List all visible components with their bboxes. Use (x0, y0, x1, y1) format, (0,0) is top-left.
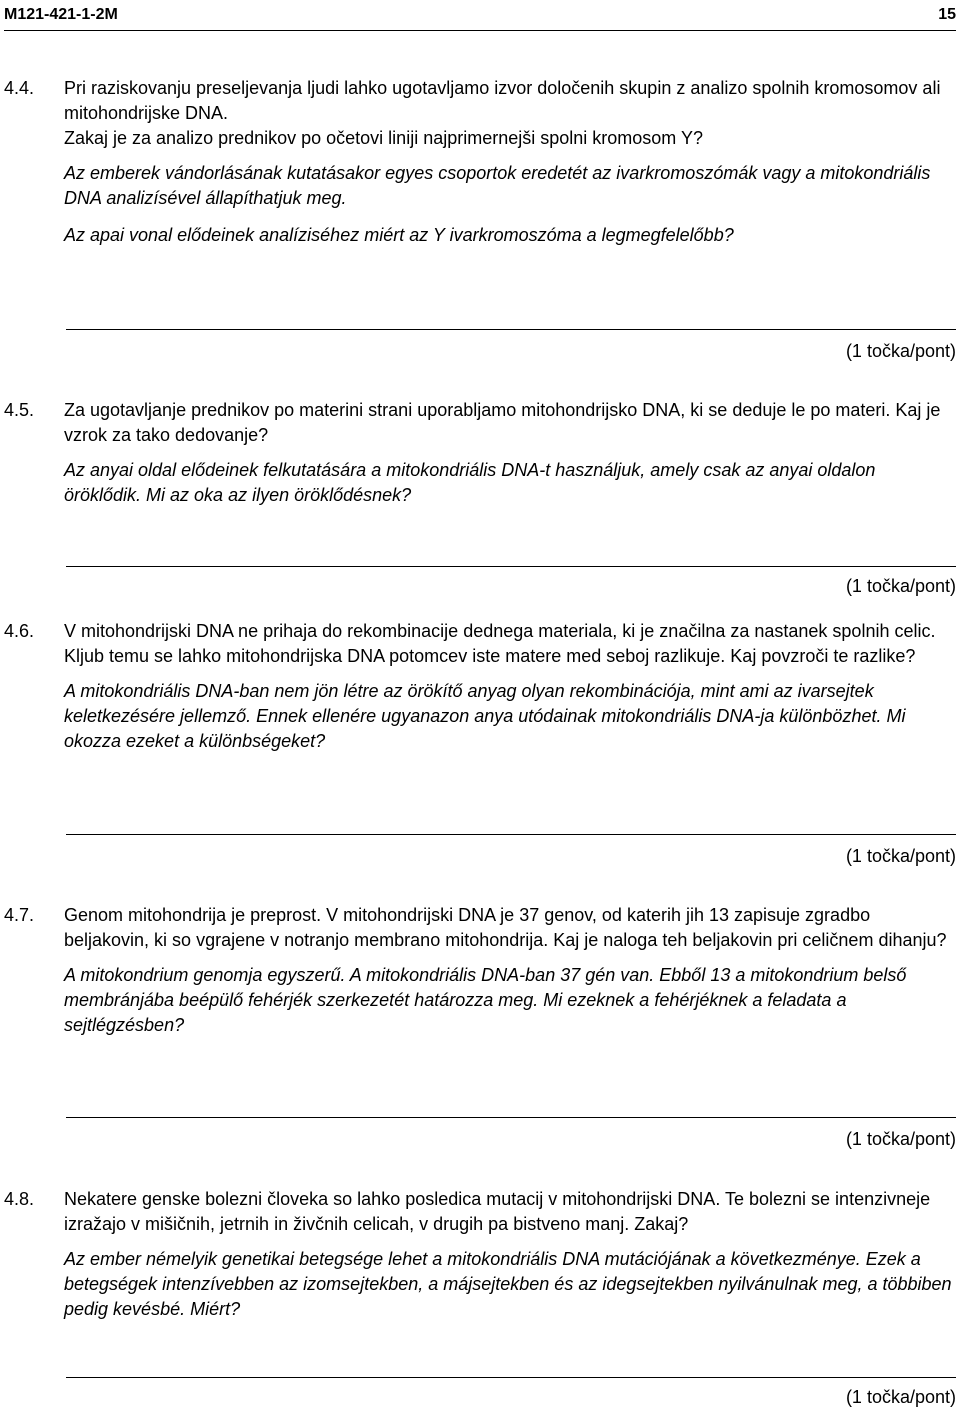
question-text-sl: Za ugotavljanje prednikov po materini strani uporabljamo mitohondrijsko DNA, ki se deduje le po materi. Kaj je vzrok za tako dedovanje? (64, 400, 941, 445)
question-text-hu: A mitokondrium genomja egyszerű. A mitokondriális DNA-ban 37 gén van. Ebből 13 a mitokondrium belső membránjába beépülő fehérjék szerkezetét határozza meg. Mi ezeknek a fehérjéknek a feladata a sejtlégzésben? (64, 965, 907, 1035)
question-4-6 (4, 619, 956, 754)
question-number: 4.8. (4, 1189, 35, 1209)
points-label: (1 točka/pont) (845, 576, 956, 596)
page-number: 15 (938, 6, 956, 23)
question-text-sl: Pri raziskovanju preseljevanja ljudi lahko ugotavljamo izvor določenih skupin z analizo spolnih kromosomov ali mitohondrijske DNA. (64, 78, 941, 123)
question-text-sl: Zakaj je za analizo prednikov po očetovi liniji najprimernejši spolni kromosom Y? (64, 128, 703, 148)
question-text-hu: Az ember némelyik genetikai betegsége lehet a mitokondriális DNA mutációjának a következménye. Ezek a betegségek intenzívebben az izomsejtekben, a májsejtekben és az idegsejtekben nyilvánulnak meg, a többiben pedig kevésbé. Miért? (64, 1249, 952, 1319)
exam-code: M121-421-1-2M (4, 6, 118, 23)
question-text-sl: Genom mitohondrija je preprost. V mitohondrijski DNA je 37 genov, od katerih jih 13 zapisuje zgradbo beljakovin, ki so vgrajene v notranjo membrano mitohondrija. Kaj je naloga teh beljakovin pri celičnem dihanju? (64, 905, 947, 950)
question-number: 4.4. (4, 78, 35, 98)
question-text-hu: Az apai vonal elődeinek analíziséhez miért az Y ivarkromoszóma a legmegfelelőbb? (64, 225, 734, 245)
points-label: (1 točka/pont) (845, 341, 956, 361)
page-header (4, 6, 956, 26)
answer-line[interactable] (66, 1117, 956, 1118)
question-number: 4.6. (4, 621, 35, 641)
question-number: 4.7. (4, 905, 35, 925)
points-label: (1 točka/pont) (845, 1129, 956, 1149)
question-4-7 (4, 903, 956, 1038)
answer-line[interactable] (66, 566, 956, 567)
question-4-4 (4, 76, 956, 248)
question-number: 4.5. (4, 400, 35, 420)
question-text-sl: V mitohondrijski DNA ne prihaja do rekombinacije dednega materiala, ki je značilna za nastanek spolnih celic. Kljub temu se lahko mitohondrijska DNA potomcev iste matere med seboj razlikuje. Kaj povzroči te razlike? (64, 621, 936, 666)
question-text-sl: Nekatere genske bolezni človeka so lahko posledica mutacij v mitohondrijski DNA. Te bolezni se intenzivneje izražajo v mišičnih, jetrnih in živčnih celicah, v drugih pa bistveno manj. Zakaj? (64, 1189, 931, 1234)
question-4-8 (4, 1187, 956, 1322)
points-label: (1 točka/pont) (845, 846, 956, 866)
answer-line[interactable] (66, 834, 956, 835)
question-text-hu: Az anyai oldal elődeinek felkutatására a mitokondriális DNA-t használjuk, amely csak az anyai oldalon öröklődik. Mi az oka az ilyen öröklődésnek? (64, 460, 876, 505)
question-text-hu: A mitokondriális DNA-ban nem jön létre az örökítő anyag olyan rekombinációja, mint ami az ivarsejtek keletkezésére jellemző. Ennek ellenére ugyanazon anya utódainak mitokondriális DNA-ja különbözhet. Mi okozza ezeket a különbségeket? (64, 681, 906, 751)
answer-line[interactable] (66, 1377, 956, 1378)
question-4-5 (4, 398, 956, 508)
answer-line[interactable] (66, 329, 956, 330)
question-text-hu: Az emberek vándorlásának kutatásakor egyes csoportok eredetét az ivarkromoszómák vagy a mitokondriális DNA analizísével állapíthatjuk meg. (64, 163, 931, 208)
points-label: (1 točka/pont) (845, 1387, 956, 1407)
header-rule (4, 30, 956, 31)
